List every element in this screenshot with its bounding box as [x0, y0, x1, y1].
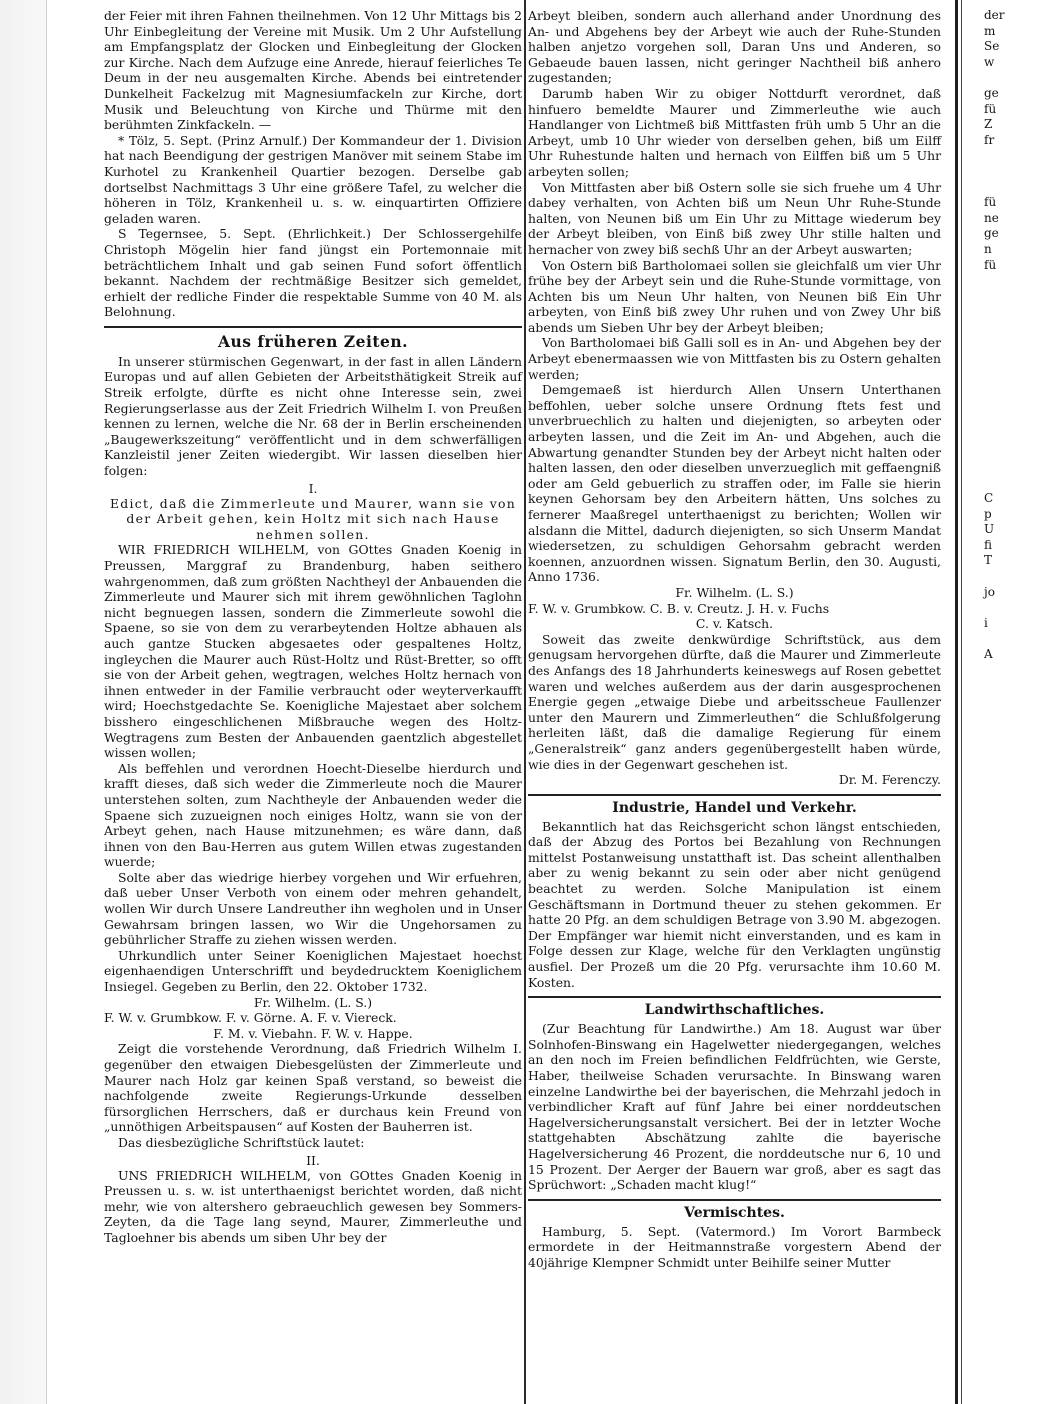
- signature-2-line-2: F. W. v. Grumbkow. C. B. v. Creutz. J. H. v. Fuchs: [528, 600, 830, 616]
- fragment-line: Se: [984, 39, 1000, 54]
- edict-solte: Solte aber das wiedrige hierbey vorgehen und Wir erfuehren, daß ueber Unser Verboth von einem oder mehren gehandelt, wollen Wir durch Unsere Landreuther ihn wegholen und in Unser Gewahrsam bringen lassen, wo Wir die Ungehorsamen zu gebührlicher Straffe zu ziehen wissen werden.: [104, 869, 522, 948]
- middle-column: [528, 8, 941, 1271]
- fragment-line: n: [984, 241, 992, 256]
- fragment-line: w: [984, 54, 995, 69]
- margin-rule: [46, 0, 47, 1404]
- fragment-line: fü: [984, 257, 997, 272]
- fragment-line: [984, 180, 1044, 196]
- edict-body: WIR FRIEDRICH WILHELM, von GOttes Gnaden Koenig in Preussen, Marggraf zu Brandenburg, haben seithero wahrgenommen, daß zum größten Nachtheyl der Anbauenden die Zimmerleute und Maurer sich mit ihrem gewöhnlichen Taglohn nicht begnuegen lassen, sondern die Zimmerleute sowohl die Spaene, so sie von dem zu verarbeytenden Holtze abhauen als auch gantze Stucken abgesaetes oder gespaltenes Holtz, ingleychen die Maurer auch Rüst-Holtz und Rüst-Bretter, so offt sie von der Arbeit gehen, wegtragen, welches Holtz hernach von ihnen entweder in der Familie verbraucht oder weyterverkaufft wird; Hoechstgedachte Se. Koenigliche Majestaet aber solchem bisshero eingeschlichenen Mißbrauche wegen des Holtz-Wegtragens zum Besten der Anbauenden gaentzlich abgestellet wissen wollen;: [104, 542, 522, 761]
- fragment-line: der: [984, 8, 1005, 22]
- fragment-line: i: [984, 615, 988, 630]
- section-rule: [528, 996, 941, 998]
- section-rule: [528, 794, 941, 796]
- fragment-line: [984, 164, 1044, 180]
- fragment-line: p: [984, 506, 992, 521]
- page-left-margin: [0, 0, 46, 1404]
- fragment-line: fr: [984, 132, 995, 147]
- edict-2-body: UNS FRIEDRICH WILHELM, von GOttes Gnaden Koenig in Preussen u. s. w. ist unterthaenigst berichtet worden, daß nicht mehr, wie von altershero gebraeuchlich gewesen bey Sommers-Zeyten, da die Tage lang seynd, Maurer, Zimmerleuthe und Tagloehner bis abends um siben Uhr bey der: [104, 1167, 522, 1245]
- roman-numeral-1: I.: [308, 480, 318, 496]
- section-rule: [528, 1199, 941, 1201]
- left-column: [104, 8, 522, 1246]
- edict-uhrkundlich: Uhrkundlich unter Seiner Koeniglichen Majestaet hoechst eigenhaendigen Unterschrifft und beydedrucktem Koeniglichem Insiegel. Gegeben zu Berlin, den 22. Oktober 1732.: [104, 947, 522, 995]
- fragment-line: [984, 70, 1044, 86]
- fragment-line: [984, 631, 1044, 647]
- column-separator: [524, 0, 526, 1404]
- fragment-line: [984, 148, 1044, 164]
- edict-2-darumb: Darumb haben Wir zu obiger Nottdurft verordnet, daß hinfuero bemeldte Maurer und Zimmerleuthe wie auch Handlanger von Lichtmeß biß Mittfasten früh umb 5 Uhr an die Arbeyt, umb 10 Uhr wieder von derselben gehen, biß um Eilff Uhr Ruhestunde halten und hernach von Eilffen biß um 5 Uhr arbeyten sollen;: [528, 85, 941, 179]
- signature-line-1: Fr. Wilhelm. (L. S.): [253, 994, 373, 1010]
- fragment-line: U: [984, 522, 995, 537]
- fragment-line: m: [984, 23, 996, 38]
- article-porto: Bekanntlich hat das Reichsgericht schon längst entschieden, daß der Abzug des Portos bei Bezahlung von Rechnungen mittelst Postanweisung unstatthaft ist. Das scheint allenthalben aber zu wenig bekannt zu sein oder aber nicht genügend beachtet zu werden. Solche Manipulation ist einem Geschäftsmann in Dortmund theuer zu stehen gekommen. Er hatte 20 Pfg. an dem schuldigen Betrage von 3.90 M. abgezogen. Der Empfänger war hiemit nicht einverstanden, und es kam in Folge dessen zur Klage, welche für den Verklagten ungünstig ausfiel. Der Prozeß um die 20 Pfg. verursachte ihm 10.60 M. Kosten.: [528, 818, 941, 990]
- heading-vermischtes: Vermischtes.: [684, 1204, 785, 1221]
- page-edge-rule: [955, 0, 958, 1404]
- edict-2-ostern: Von Ostern biß Bartholomaei sollen sie gleichfalß um vier Uhr frühe bey der Arbeyt sein und die Ruhe-Stunde vormittage, von Achten bis um Neun Uhr halten, von Neunen biß Ein Uhr arbeyten, von Einß biß zwey Uhr ruhen und von Zwey Uhr biß abends um Sieben Uhr bey der Arbeyt bleiben;: [528, 257, 941, 335]
- commentary-bezug: Das diesbezügliche Schriftstück lautet:: [118, 1134, 365, 1150]
- heading-frueheren-zeiten: Aus früheren Zeiten.: [217, 331, 409, 351]
- fragment-line: fü: [984, 101, 997, 116]
- signature-2-line-1: Fr. Wilhelm. (L. S.): [675, 584, 794, 600]
- article-feier: der Feier mit ihren Fahnen theilnehmen. Von 12 Uhr Mittags bis 2 Uhr Einbegleitung der Vereine mit Musik. Um 2 Uhr Aufstellung am Empfangsplatz der Glocken und Einbegleitung der Glocken zur Kirche. Nach dem Aufzuge eine Anrede, hierauf feierliches Te Deum in der neu ausgemalten Kirche. Abends bei eintretender Dunkelheit Fackelzug mit Magnesiumfackeln zur Kirche, dort Musik und Beleuchtung von Kirche und Thürme mit den berühmten Zinkfackeln. —: [104, 8, 522, 133]
- edict-title: Edict, daß die Zimmerleute und Maurer, wann sie von der Arbeit gehen, kein Holtz mit sich nach Hause nehmen sollen.: [109, 495, 517, 542]
- author-signature: Dr. M. Ferenczy.: [838, 772, 941, 788]
- fragment-line: ge: [984, 226, 999, 241]
- fragment-line: fü: [984, 195, 997, 210]
- article-toelz: * Tölz, 5. Sept. (Prinz Arnulf.) Der Kommandeur der 1. Division hat nach Beendigung der gestrigen Manöver mit seinem Stabe im Kurhotel zu Krankenheil Quartier bezogen. Derselbe gab dortselbst Nachmittags 3 Uhr eine größere Tafel, zu welcher die höheren in Tölz, Krankenheil u. s. w. einquartirten Offiziere geladen waren.: [104, 132, 522, 226]
- signature-line-2: F. W. v. Grumbkow. F. v. Görne. A. F. v. Viereck.: [104, 1010, 397, 1026]
- article-tegernsee: S Tegernsee, 5. Sept. (Ehrlichkeit.) Der Schlossergehilfe Christoph Mögelin hier fand jüngst ein Portemonnaie mit beträchtlichem Inhalt und gab seinen Fund sofort öffentlich bekannt. Nachdem der rechtmäßige Besitzer sich gemeldet, erhielt der redliche Finder die respektable Summe von 40 M. als Belohnung.: [104, 226, 522, 320]
- intro-paragraph: In unserer stürmischen Gegenwart, in der fast in allen Ländern Europas und auf allen Gebieten der Arbeitsthätigkeit Streik auf Streik erfolgte, dürfte es nicht ohne Interesse sein, zwei Regierungserlasse aus der Zeit Friedrich Wilhelm I. von Preußen kennen zu lernen, welche die Nr. 68 der in Berlin erscheinenden „Baugewerkszeitung“ veröffentlicht und in dem schwerfälligen Kanzleistil jener Zeiten wiedergibt. Wir lassen dieselben hier folgen:: [104, 353, 522, 479]
- fragment-line: [984, 600, 1044, 616]
- fragment-line: ne: [984, 210, 999, 225]
- heading-landwirthschaftliches: Landwirthschaftliches.: [644, 1002, 825, 1019]
- commentary-zeigt: Zeigt die vorstehende Verordnung, daß Friedrich Wilhelm I. gegenüber den etwaigen Diebesgelüsten der Zimmerleute und Maurer nach Holz gar keinen Spaß verstand, so beweist die nachfolgende zweite Regierungs-Urkunde desselben fürsorglichen Herrschers, daß er durchaus kein Freund von „unnöthigen Arbeitspausen“ auf Kosten der Bauherren ist.: [104, 1041, 522, 1135]
- article-hagel: (Zur Beachtung für Landwirthe.) Am 18. August war über Solnhofen-Binswang ein Hagelwetter niedergegangen, welches an den noch im Freien befindlichen Feldfrüchten, wie Gerste, Haber, theilweise Schaden verursachte. In Binswang waren einzelne Landwirthe bei der bayerischen, die Mehrzahl jedoch in verbindlicher Kraft auf fünf Jahre bei einer norddeutschen Hagelversicherungsanstalt versichert. Bei der in letzter Woche stattgehabten Abschätzung zahlte die bayerische Hagelversicherung 46 Prozent, die norddeutsche nur 6, 10 und 15 Prozent. Der Aerger der Bauern war groß, aber es sagt das Sprüchwort: „Schaden macht klug!“: [528, 1021, 941, 1193]
- roman-numeral-2: II.: [306, 1152, 320, 1168]
- edict-als: Als beffehlen und verordnen Hoecht-Dieselbe hierdurch und krafft dieses, daß sich weder die Zimmerleute noch die Maurer unterstehen solten, zum Nachtheyle der Anbauenden weder die Spaene sich zuzueignen noch einiges Holtz, wann sie von der Arbeyt gehen, nach Hause mitzunehmen; es wäre dann, daß ihnen von den Bau-Herren aus gutem Willen etwas zugestanden wuerde;: [104, 760, 522, 870]
- fragment-line: jo: [984, 584, 995, 599]
- fragment-line: Z: [984, 117, 993, 132]
- fragment-gap: [984, 273, 1044, 491]
- fragment-line: A: [984, 647, 993, 662]
- edict-2-bartholomaei: Von Bartholomaei biß Galli soll es in An- und Abgehen bey der Arbeyt ebenermaassen wie von Mittfasten bis zu Ostern gehalten werden;: [528, 335, 941, 382]
- section-rule: [104, 326, 522, 328]
- edict-2-mittfasten: Von Mittfasten aber biß Ostern solle sie sich fruehe um 4 Uhr dabey verhalten, von Achten biß um Neun Uhr Ruhe-Stunde halten, von Neunen biß um Ein Uhr zu Mittage wiederum bey der Arbeyt bleiben, von Einß biß zwey Uhr stille halten und hernacher von zwey biß sechß Uhr an der Arbeyt auswarten;: [528, 179, 941, 257]
- article-hamburg: Hamburg, 5. Sept. (Vatermord.) Im Vorort Barmbeck ermordete in der Heitmannstraße vorgestern Abend der 40jährige Klempner Schmidt unter Beihilfe seiner Mutter: [528, 1223, 941, 1270]
- fragment-line: fi: [984, 537, 993, 552]
- page-edge-rule-thin: [961, 0, 962, 1404]
- fragment-line: C: [984, 491, 994, 506]
- fragment-line: ge: [984, 85, 999, 100]
- edict-2-demgemaess: Demgemaeß ist hierdurch Allen Unsern Unterthanen beffohlen, ueber solche unsere Ordnung ftets fest und unverbruechlich zu halten und diejenigten, so arbeyten oder arbeyten lassen, und die Zeit im An- und Abgehen, auch die Abwartung genandter Stunden bey der Arbeyt nicht halten oder halten lassen, den oder dieselben unverzueglich mit geffaengniß oder am Geld gebuerlich zu straffen oder, im Falle sie hierin keynen Gehorsam bey den Arbeitern hätten, Uns solches zu fernerer Maaßregel unterthaenigst zu berichten; Wollen wir alsdann die Mittel, dadurch diejenigten, so sich Unserm Mandat wiedersetzen, zu schuldigen Gehorsahm gebracht werden koennen, anzuordnen wissen. Signatum Berlin, den 30. Augusti, Anno 1736.: [528, 382, 941, 585]
- edict-2-continuation: Arbeyt bleiben, sondern auch allerhand ander Unordnung des An- und Abgehens bey der Arbeyt wie auch der Ruhe-Stunden halben anjetzo vorgehen soll, Daran Uns und Anderen, so Gebaeude bauen lassen, nicht geringer Nachtheil biß anhero zugestanden;: [528, 8, 941, 86]
- next-page-fragment: [984, 8, 1044, 663]
- heading-industrie: Industrie, Handel und Verkehr.: [612, 799, 857, 816]
- signature-2-line-3: C. v. Katsch.: [695, 616, 774, 632]
- fragment-line: [984, 569, 1044, 585]
- fragment-line: T: [984, 553, 993, 568]
- commentary-soweit: Soweit das zweite denkwürdige Schriftstück, aus dem genugsam hervorgehen dürfte, daß die Maurer und Zimmerleute des Anfangs des 18 Jahrhunderts keineswegs auf Rosen gebettet waren und welches außerdem aus der darin ausgesprochenen Energie gegen „etwaige Diebe und arbeitsscheue Faullenzer unter den Maurern und Zimmerleuthen“ die Schlußfolgerung herleiten läßt, daß die damalige Regierung für einem „Generalstreik“ ganz anders gegenübergestellt haben würde, wie dies in der Gegenwart geschehen ist.: [528, 631, 941, 772]
- signature-line-3: F. M. v. Viebahn. F. W. v. Happe.: [213, 1025, 413, 1041]
